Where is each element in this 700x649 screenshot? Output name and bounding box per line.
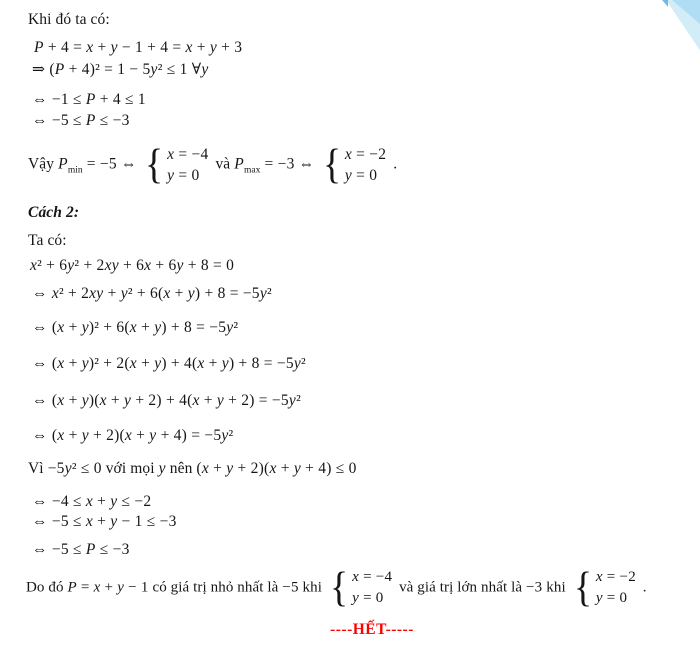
- subscript: max: [243, 165, 261, 176]
- system-rows: [596, 567, 636, 609]
- heading-text: Cách 2:: [28, 204, 80, 221]
- system-equation: y = 0: [167, 167, 200, 184]
- math-segment: = −5 ⇔: [82, 155, 141, 173]
- text-segment: Do đó: [26, 579, 68, 596]
- text-segment: .: [638, 579, 647, 596]
- equation-system: [573, 566, 636, 610]
- math-segment: P: [58, 155, 68, 173]
- math-segment: (x + y + 2)(x + y + 4) ≤ 0: [196, 460, 357, 477]
- subscript: min: [67, 165, 83, 176]
- intro-text: [28, 231, 67, 251]
- equation-line: [32, 60, 208, 80]
- system-rows: [352, 567, 392, 609]
- math-segment: x² + 6y² + 2xy + 6x + 6y + 8 = 0: [30, 257, 235, 274]
- text-segment: và: [211, 155, 235, 173]
- left-brace-icon: {: [573, 565, 592, 611]
- math-segment: P + 4 = x + y − 1 + 4 = x + y + 3: [34, 39, 243, 56]
- math-segment: ⇔ (x + y + 2)(x + y + 4) = −5y²: [32, 427, 234, 444]
- system-equation: x = −4: [352, 569, 393, 585]
- equation-line: [32, 90, 146, 110]
- intro-text: [28, 10, 110, 30]
- text-segment: Ta có:: [28, 232, 67, 249]
- math-segment: ⇔ −1 ≤ P + 4 ≤ 1: [32, 91, 146, 108]
- math-segment: ⇔ −5 ≤ x + y − 1 ≤ −3: [32, 513, 177, 530]
- text-segment: với mọi: [101, 460, 159, 477]
- left-brace-icon: {: [144, 142, 164, 188]
- math-segment: −5y² ≤ 0: [47, 460, 102, 477]
- math-segment: −3: [525, 579, 543, 596]
- math-segment: P: [234, 155, 244, 173]
- math-segment: y: [158, 460, 166, 477]
- math-segment: ⇔ x² + 2xy + y² + 6(x + y) + 8 = −5y²: [32, 285, 272, 302]
- final-conclusion-line: [26, 566, 647, 610]
- math-segment: ⇔ (x + y)² + 2(x + y) + 4(x + y) + 8 = −5y²: [32, 355, 306, 372]
- left-brace-icon: {: [329, 565, 349, 611]
- equation-line: [32, 284, 272, 304]
- math-segment: ⇔ −4 ≤ x + y ≤ −2: [32, 493, 152, 510]
- equation-system: [322, 143, 387, 187]
- reasoning-line: [28, 459, 357, 479]
- section-heading: [28, 203, 79, 223]
- text-segment: và giá trị lớn nhất là: [395, 579, 526, 596]
- math-segment: ⇒ (P + 4)² = 1 − 5y² ≤ 1 ∀y: [32, 61, 209, 78]
- equation-line: [32, 540, 130, 560]
- math-segment: = −3 ⇔: [260, 155, 319, 173]
- equation-line: [32, 318, 238, 338]
- conclusion-line: [28, 143, 397, 187]
- system-rows: [345, 144, 386, 186]
- corner-triangle-dark-icon: [661, 0, 668, 7]
- left-brace-icon: {: [322, 142, 341, 188]
- system-equation: y = 0: [352, 590, 384, 606]
- system-equation: y = 0: [344, 167, 378, 184]
- equation-line: [32, 391, 301, 411]
- corner-decoration: [650, 0, 700, 58]
- math-segment: ⇔ −5 ≤ P ≤ −3: [32, 541, 130, 558]
- text-segment: Khi đó ta có:: [28, 11, 110, 28]
- text-segment: ----HẾT-----: [330, 621, 414, 638]
- equation-line: [30, 256, 234, 276]
- text-segment: nên: [165, 460, 197, 477]
- equation-line: [32, 492, 151, 512]
- math-segment: ⇔ −5 ≤ P ≤ −3: [32, 112, 130, 129]
- end-marker: [22, 620, 700, 640]
- equation-line: [34, 38, 242, 58]
- system-equation: y = 0: [595, 590, 628, 606]
- equation-line: [32, 426, 233, 446]
- text-segment: có giá trị nhỏ nhất là: [148, 579, 283, 596]
- system-equation: x = −2: [344, 146, 387, 163]
- equation-line: [32, 512, 177, 532]
- equation-system: [144, 143, 209, 187]
- system-equation: x = −2: [595, 569, 636, 585]
- math-segment: ⇔ (x + y)² + 6(x + y) + 8 = −5y²: [32, 319, 239, 336]
- system-equation: x = −4: [167, 146, 209, 163]
- text-segment: .: [389, 155, 398, 173]
- text-segment: khi: [542, 579, 570, 596]
- text-segment: khi: [298, 579, 326, 596]
- math-segment: P = x + y − 1: [67, 579, 149, 596]
- equation-line: [32, 354, 306, 374]
- text-segment: Vì: [28, 460, 48, 477]
- math-segment: −5: [282, 579, 299, 596]
- math-segment: ⇔ (x + y)(x + y + 2) + 4(x + y + 2) = −5y²: [32, 392, 301, 409]
- system-rows: [167, 144, 208, 186]
- equation-system: [329, 566, 392, 610]
- equation-line: [32, 111, 130, 131]
- text-segment: Vậy: [28, 155, 59, 173]
